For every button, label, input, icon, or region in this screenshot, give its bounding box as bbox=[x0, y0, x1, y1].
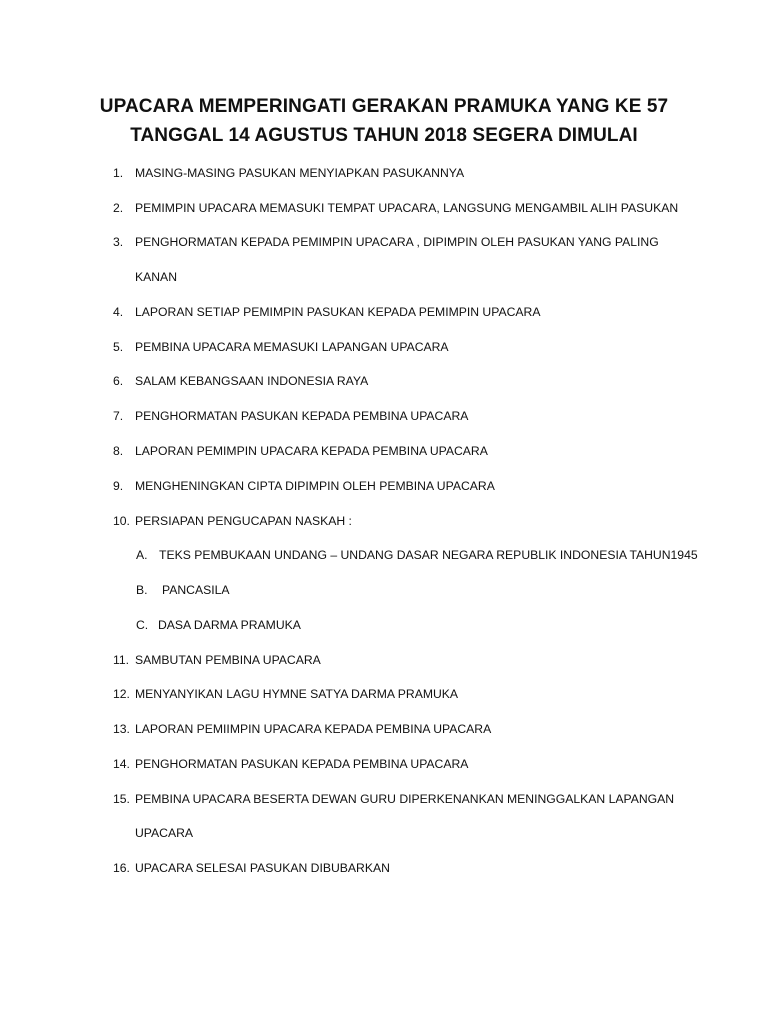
list-item-text: LAPORAN PEMIMPIN UPACARA KEPADA PEMBINA UPACARA bbox=[135, 444, 488, 458]
list-item-text: LAPORAN PEMIIMPIN UPACARA KEPADA PEMBINA UPACARA bbox=[135, 722, 492, 736]
list-item-number: 9. bbox=[113, 479, 124, 493]
list-item-text-continued: KANAN bbox=[135, 270, 177, 284]
list-item-number: 16. bbox=[113, 861, 130, 875]
list-item-text: SALAM KEBANGSAAN INDONESIA RAYA bbox=[135, 374, 369, 388]
list-item-text: PERSIAPAN PENGUCAPAN NASKAH : bbox=[135, 514, 352, 528]
list-item-number: 5. bbox=[113, 340, 124, 354]
sub-list-item-letter: B. bbox=[136, 583, 148, 597]
list-item-number: 1. bbox=[113, 166, 124, 180]
list-item-text: PEMBINA UPACARA BESERTA DEWAN GURU DIPERKENANKAN MENINGGALKAN LAPANGAN bbox=[135, 792, 675, 806]
list-item-text: MASING-MASING PASUKAN MENYIAPKAN PASUKANNYA bbox=[135, 166, 465, 180]
list-item-number: 6. bbox=[113, 374, 124, 388]
list-item-number: 4. bbox=[113, 305, 124, 319]
list-item-text: SAMBUTAN PEMBINA UPACARA bbox=[135, 653, 321, 667]
sub-list-item-letter: A. bbox=[136, 548, 148, 562]
sub-list-item-letter: C. bbox=[136, 618, 149, 632]
list-item-number: 2. bbox=[113, 201, 124, 215]
list-item-text: PENGHORMATAN PASUKAN KEPADA PEMBINA UPACARA bbox=[135, 757, 469, 771]
list-item-number: 15. bbox=[113, 792, 130, 806]
list-item-text: PEMIMPIN UPACARA MEMASUKI TEMPAT UPACARA, LANGSUNG MENGAMBIL ALIH PASUKAN bbox=[135, 201, 679, 215]
document-title-line-1: UPACARA MEMPERINGATI GERAKAN PRAMUKA YANG KE 57 bbox=[99, 96, 669, 117]
sub-list-item-text: TEKS PEMBUKAAN UNDANG – UNDANG DASAR NEGARA REPUBLIK INDONESIA TAHUN1945 bbox=[159, 548, 698, 562]
list-item-text-continued: UPACARA bbox=[135, 826, 194, 840]
list-item-number: 13. bbox=[113, 722, 130, 736]
list-item-number: 11. bbox=[113, 653, 130, 667]
list-item-number: 3. bbox=[113, 235, 124, 249]
list-item-number: 8. bbox=[113, 444, 124, 458]
list-item-number: 14. bbox=[113, 757, 130, 771]
list-item-text: PENGHORMATAN KEPADA PEMIMPIN UPACARA , DIPIMPIN OLEH PASUKAN YANG PALING bbox=[135, 235, 659, 249]
sub-list-item-text: PANCASILA bbox=[162, 583, 230, 597]
list-item-number: 12. bbox=[113, 687, 130, 701]
list-item-text: UPACARA SELESAI PASUKAN DIBUBARKAN bbox=[135, 861, 390, 875]
sub-list-item-text: DASA DARMA PRAMUKA bbox=[158, 618, 301, 632]
list-item-number: 10. bbox=[113, 514, 130, 528]
list-item-text: PENGHORMATAN PASUKAN KEPADA PEMBINA UPACARA bbox=[135, 409, 469, 423]
list-item-number: 7. bbox=[113, 409, 124, 423]
list-item-text: MENYANYIKAN LAGU HYMNE SATYA DARMA PRAMUKA bbox=[135, 687, 459, 701]
list-item-text: MENGHENINGKAN CIPTA DIPIMPIN OLEH PEMBINA UPACARA bbox=[135, 479, 495, 493]
list-item-text: PEMBINA UPACARA MEMASUKI LAPANGAN UPACARA bbox=[135, 340, 449, 354]
list-item-text: LAPORAN SETIAP PEMIMPIN PASUKAN KEPADA PEMIMPIN UPACARA bbox=[135, 305, 541, 319]
document-title-line-2: TANGGAL 14 AGUSTUS TAHUN 2018 SEGERA DIMULAI bbox=[130, 125, 638, 146]
